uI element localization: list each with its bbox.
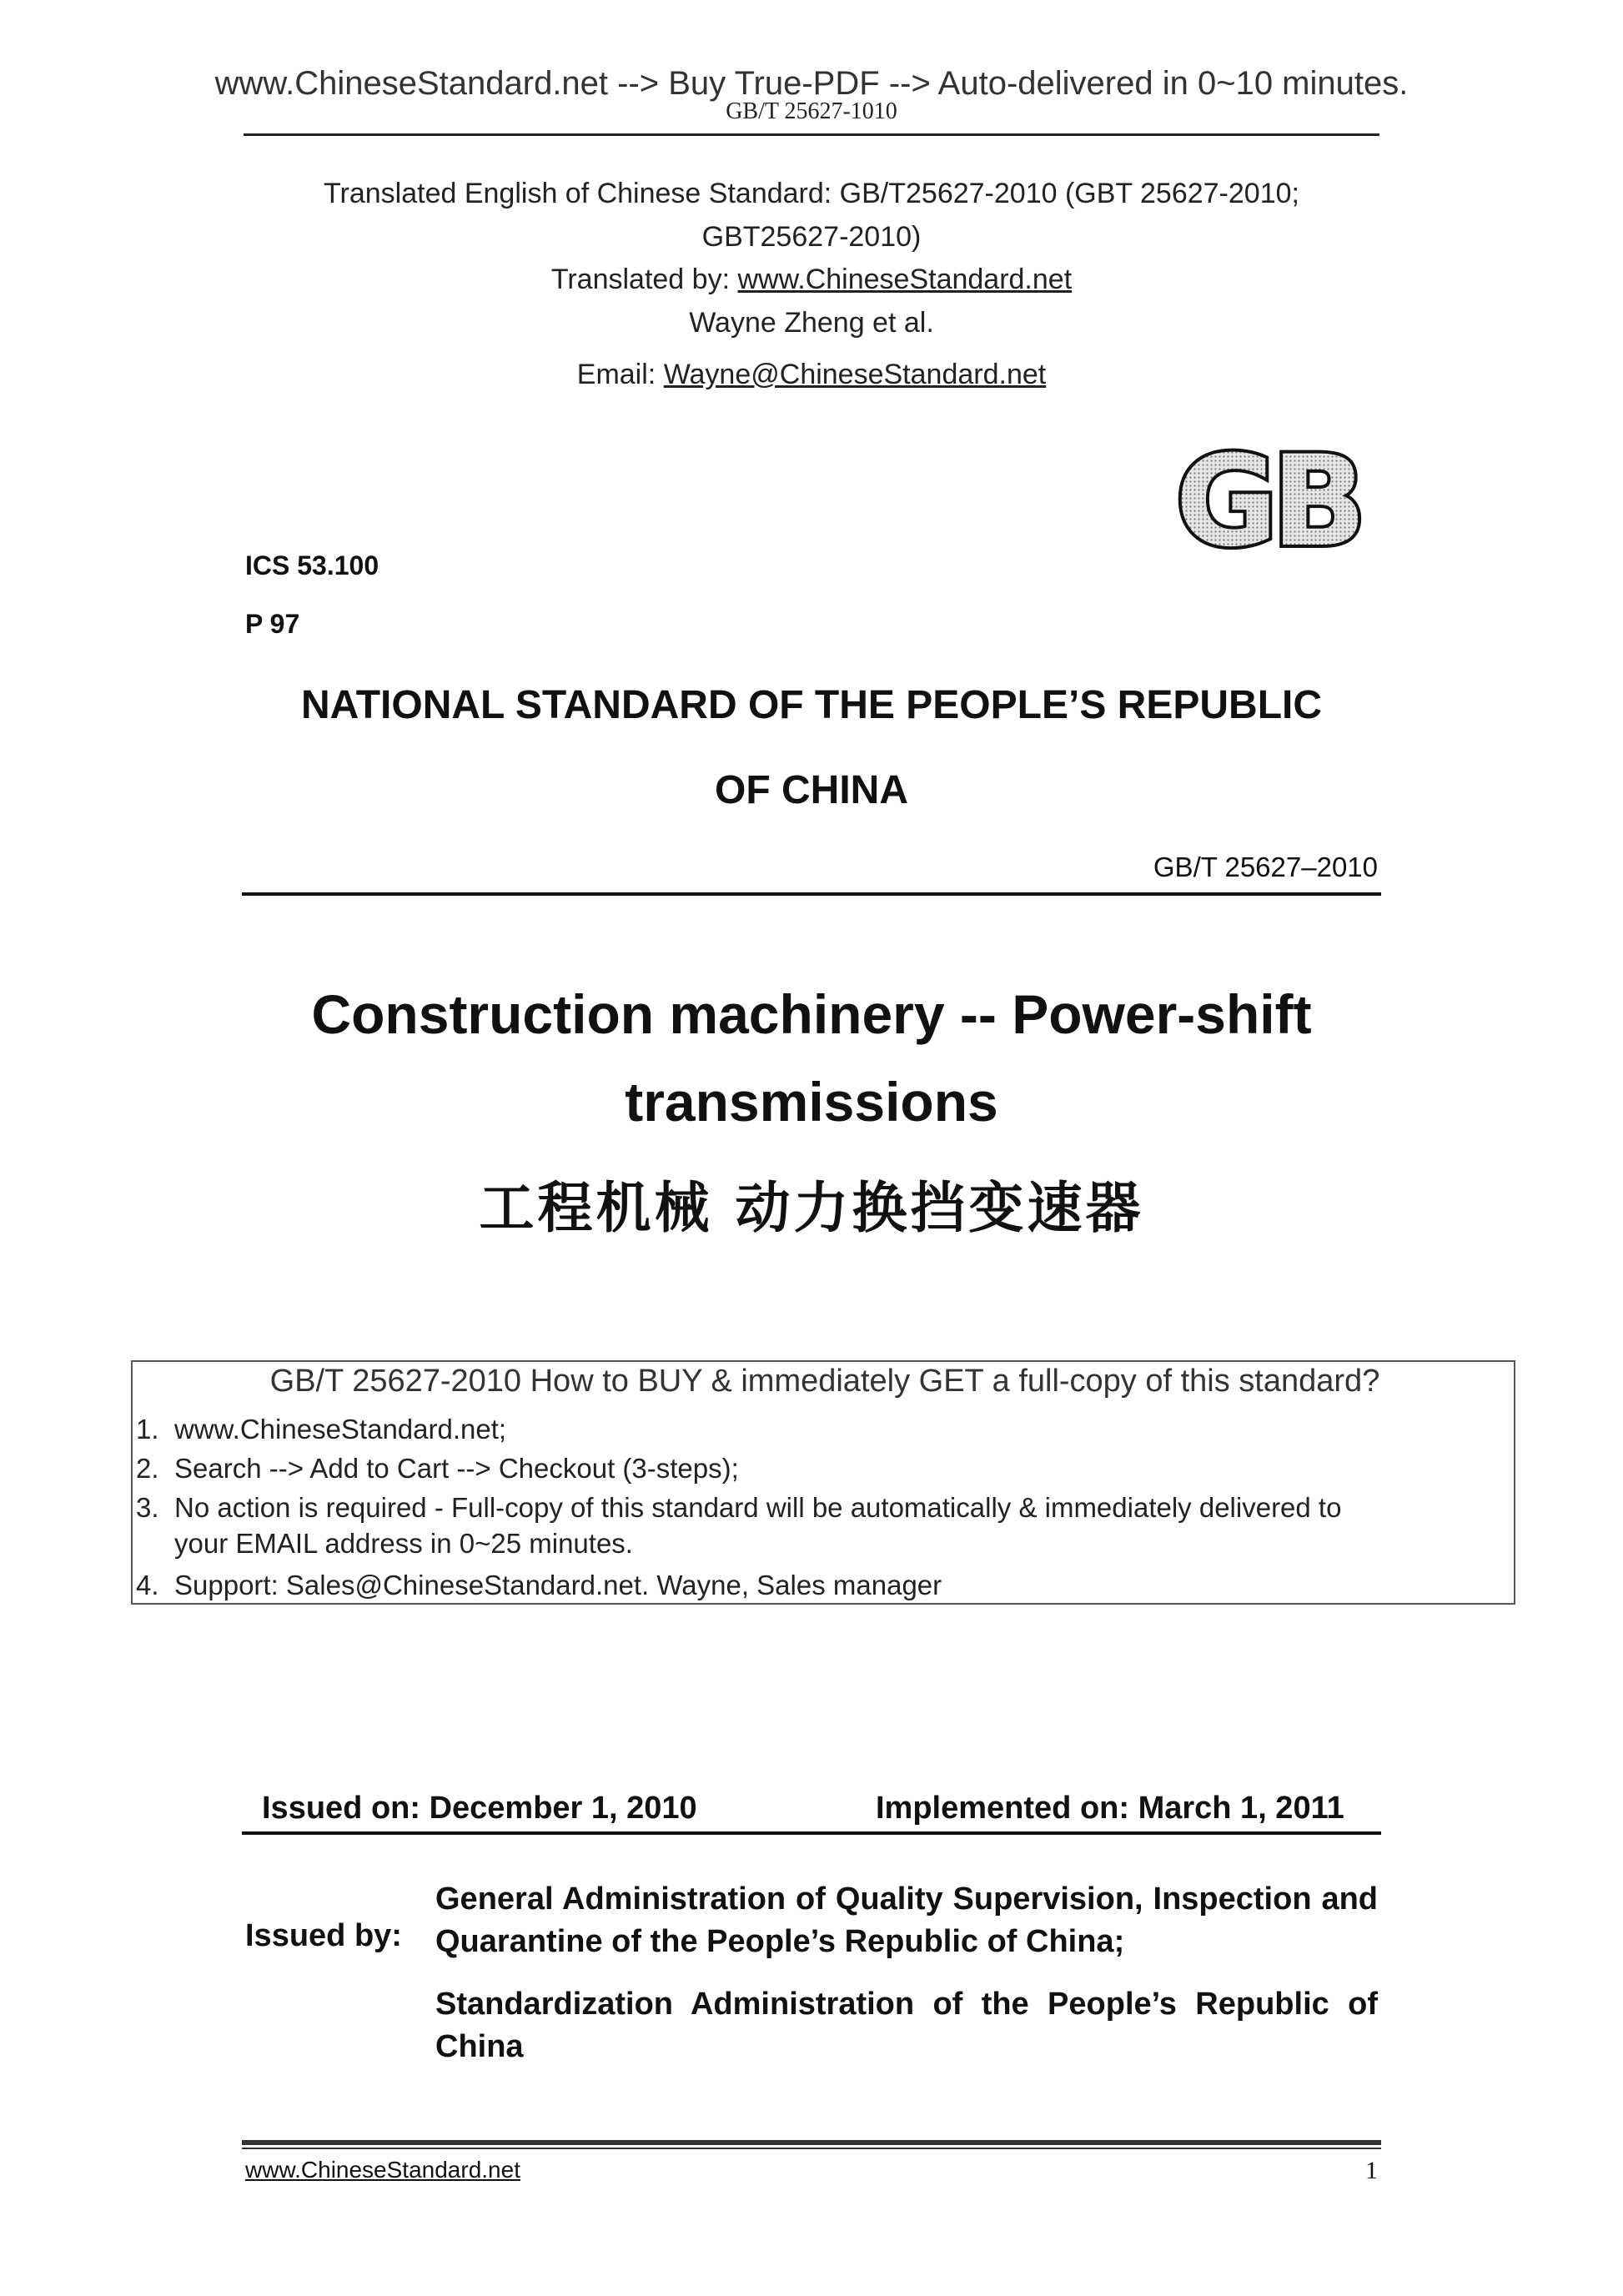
standard-rule (242, 892, 1381, 896)
buy-item-3 (136, 1489, 1504, 1527)
gb-logo-icon (1151, 446, 1384, 563)
footer-rule-thin (242, 2148, 1381, 2149)
translator: Wayne Zheng et al. (689, 307, 934, 339)
buy-box (131, 1360, 1515, 1605)
email-line (0, 359, 1623, 391)
footer-rule-thick (242, 2140, 1381, 2145)
issued-by-label: Issued by: (245, 1918, 402, 1953)
p-code: P 97 (245, 609, 300, 639)
date-rule (242, 1831, 1381, 1835)
buy-item-3-continuation: your EMAIL address in 0~25 minutes. (174, 1528, 633, 1559)
buy-item-2 (136, 1449, 1504, 1488)
header-rule (244, 133, 1379, 136)
buy-item-text: No action is required - Full-copy of this standard will be automatically & immediately delivered to (174, 1492, 1342, 1523)
top-banner: www.ChineseStandard.net --> Buy True-PDF --> Auto-delivered in 0~10 minutes. (214, 65, 1409, 102)
buy-item-1[interactable] (136, 1410, 1504, 1449)
buy-item-text: Search --> Add to Cart --> Checkout (3-steps); (174, 1453, 739, 1484)
buy-item-4[interactable] (136, 1566, 1504, 1605)
issuer-1: General Administration of Quality Supervision, Inspection and Quarantine of the People’s Republic of China; (435, 1882, 1378, 1959)
footer-link[interactable]: www.ChineseStandard.net (245, 2157, 520, 2183)
issuer-2: Standardization Administration of the People’s Republic of China (435, 1987, 1378, 2064)
gb-logo-text: GB (1175, 446, 1360, 563)
national-standard-line-2: OF CHINA (715, 768, 908, 812)
ics-code: ICS 53.100 (245, 550, 379, 580)
buy-item-number: 2. (136, 1453, 159, 1484)
title-en-line-2: transmissions (625, 1071, 998, 1133)
buy-item-number: 4. (136, 1570, 159, 1600)
buy-item-number: 1. (136, 1414, 159, 1444)
header-code: GB/T 25627-1010 (726, 98, 897, 124)
issued-on: Issued on: December 1, 2010 (262, 1791, 697, 1826)
buy-box-title: GB/T 25627-2010 How to BUY & immediately GET a full-copy of this standard? (269, 1364, 1380, 1399)
translated-by-label: Translated by: (550, 264, 738, 295)
email-link[interactable]: Wayne@ChineseStandard.net (663, 359, 1047, 390)
title-en-line-1: Construction machinery -- Power-shift (311, 983, 1312, 1045)
title-zh: 工程机械 动力换挡变速器 (479, 1176, 1144, 1240)
translated-by (0, 264, 1623, 296)
email-label: Email: (576, 359, 664, 390)
buy-item-number: 3. (136, 1492, 159, 1523)
national-standard-line-1: NATIONAL STANDARD OF THE PEOPLE’S REPUBLIC (300, 683, 1323, 727)
implemented-on: Implemented on: March 1, 2011 (876, 1791, 1344, 1826)
translated-by-link[interactable]: www.ChineseStandard.net (737, 264, 1073, 295)
buy-item-text: Support: Sales@ChineseStandard.net. Wayne, Sales manager (174, 1570, 942, 1600)
standard-number: GB/T 25627–2010 (1153, 852, 1378, 882)
translation-line-1: Translated English of Chinese Standard: GB/T25627-2010 (GBT 25627-2010; (324, 178, 1299, 209)
translation-line-2: GBT25627-2010) (701, 221, 922, 253)
buy-item-text: www.ChineseStandard.net; (174, 1414, 507, 1444)
page-number: 1 (1365, 2157, 1378, 2184)
